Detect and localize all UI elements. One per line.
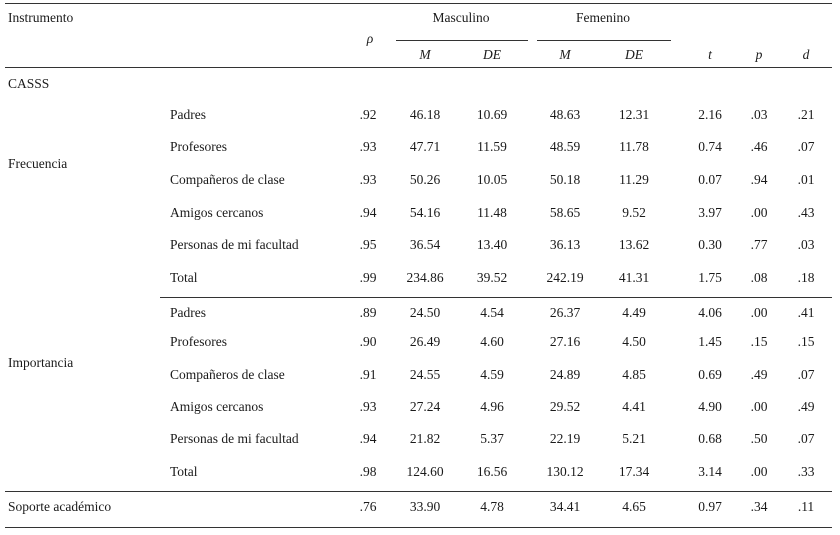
header-femenino: Femenino <box>576 10 630 25</box>
cell-p: .34 <box>750 499 768 514</box>
cell-p: .15 <box>750 334 768 349</box>
cell-m-de: 11.59 <box>477 139 507 154</box>
cell-f-m: 242.19 <box>546 270 584 285</box>
cell-f-de: 17.34 <box>618 464 650 479</box>
header-instrument: Instrumento <box>8 10 74 25</box>
academic-support-label: Soporte académico <box>8 499 112 514</box>
cell-m-de: 4.96 <box>480 399 504 414</box>
cell-f-m: 27.16 <box>549 334 581 349</box>
cell-d: .07 <box>797 139 815 154</box>
cell-m-de: 4.54 <box>480 305 504 320</box>
cell-rho: .95 <box>359 237 377 252</box>
cell-f-m: 36.13 <box>549 237 581 252</box>
section-label: Frecuencia <box>8 156 68 171</box>
cell-f-m: 48.59 <box>549 139 581 154</box>
bottom-rule <box>5 527 832 528</box>
header-t: t <box>708 47 712 62</box>
cell-p: .00 <box>750 399 768 414</box>
cell-f-m: 22.19 <box>549 431 581 446</box>
cell-t: 3.14 <box>698 464 722 479</box>
cell-f-de: 4.50 <box>622 334 646 349</box>
cell-m-de: 39.52 <box>476 270 508 285</box>
cell-m-m: 50.26 <box>409 172 441 187</box>
header-d: d <box>802 47 810 62</box>
cell-p: .08 <box>750 270 768 285</box>
row-item-label: Compañeros de clase <box>170 367 285 382</box>
cell-m-m: 47.71 <box>409 139 441 154</box>
row-item-label: Total <box>170 464 198 479</box>
cell-f-de: 11.78 <box>619 139 649 154</box>
cell-p: .77 <box>750 237 768 252</box>
cell-m-de: 10.05 <box>476 172 508 187</box>
cell-p: .00 <box>750 464 768 479</box>
cell-p: .49 <box>750 367 768 382</box>
cell-d: .01 <box>797 172 815 187</box>
cell-f-de: 11.29 <box>619 172 649 187</box>
cell-f-m: 26.37 <box>549 305 581 320</box>
cell-rho: .92 <box>359 107 377 122</box>
cell-d: .07 <box>797 431 815 446</box>
header-male-mean: M <box>419 47 431 62</box>
cell-f-de: 41.31 <box>618 270 650 285</box>
cell-f-de: 13.62 <box>618 237 650 252</box>
cell-rho: .94 <box>359 205 377 220</box>
cell-m-de: 4.78 <box>480 499 504 514</box>
cell-d: .11 <box>797 499 815 514</box>
row-item-label: Profesores <box>170 139 227 154</box>
cell-rho: .93 <box>359 399 377 414</box>
cell-f-de: 5.21 <box>622 431 646 446</box>
cell-t: 1.45 <box>698 334 722 349</box>
cell-m-de: 10.69 <box>476 107 508 122</box>
cell-f-m: 130.12 <box>546 464 584 479</box>
cell-p: .00 <box>750 205 768 220</box>
top-rule <box>5 3 832 4</box>
cell-f-de: 4.85 <box>622 367 646 382</box>
cell-d: .07 <box>797 367 815 382</box>
row-item-label: Total <box>170 270 198 285</box>
cell-t: 3.97 <box>698 205 722 220</box>
cell-m-m: 36.54 <box>409 237 441 252</box>
cell-t: 1.75 <box>698 270 722 285</box>
row-item-label: Padres <box>170 305 206 320</box>
header-masculino: Masculino <box>432 10 490 25</box>
section-divider-rule <box>160 297 832 298</box>
cell-m-m: 21.82 <box>409 431 441 446</box>
cell-m-de: 4.60 <box>480 334 504 349</box>
femenino-underline <box>537 40 671 41</box>
cell-m-de: 11.48 <box>477 205 507 220</box>
cell-m-m: 234.86 <box>406 270 444 285</box>
cell-m-de: 4.59 <box>480 367 504 382</box>
cell-d: .43 <box>797 205 815 220</box>
cell-t: 2.16 <box>698 107 722 122</box>
cell-m-m: 46.18 <box>409 107 441 122</box>
cell-p: .94 <box>750 172 768 187</box>
cell-m-de: 16.56 <box>476 464 508 479</box>
cell-m-m: 54.16 <box>409 205 441 220</box>
header-female-sd: DE <box>625 47 643 62</box>
cell-t: 0.69 <box>698 367 722 382</box>
cell-f-m: 58.65 <box>549 205 581 220</box>
cell-d: .03 <box>797 237 815 252</box>
cell-m-m: 124.60 <box>406 464 444 479</box>
row-item-label: Profesores <box>170 334 227 349</box>
section-label: Importancia <box>8 355 74 370</box>
cell-rho: .98 <box>359 464 377 479</box>
cell-d: .21 <box>797 107 815 122</box>
cell-f-de: 9.52 <box>622 205 646 220</box>
academic-top-rule <box>5 491 832 492</box>
cell-t: 0.74 <box>698 139 722 154</box>
header-rho: ρ <box>366 31 374 46</box>
cell-t: 4.90 <box>698 399 722 414</box>
cell-rho: .93 <box>359 139 377 154</box>
cell-p: .50 <box>750 431 768 446</box>
cell-rho: .91 <box>359 367 377 382</box>
cell-p: .46 <box>750 139 768 154</box>
cell-f-m: 48.63 <box>549 107 581 122</box>
cell-d: .41 <box>797 305 815 320</box>
row-item-label: Amigos cercanos <box>170 205 264 220</box>
cell-m-m: 24.50 <box>409 305 441 320</box>
cell-rho: .94 <box>359 431 377 446</box>
cell-rho: .99 <box>359 270 377 285</box>
cell-rho: .90 <box>359 334 377 349</box>
cell-m-m: 27.24 <box>409 399 441 414</box>
cell-m-m: 33.90 <box>409 499 441 514</box>
cell-t: 4.06 <box>698 305 722 320</box>
cell-d: .49 <box>797 399 815 414</box>
cell-f-de: 4.49 <box>622 305 646 320</box>
row-item-label: Padres <box>170 107 206 122</box>
casss-label: CASSS <box>8 76 50 91</box>
cell-p: .03 <box>750 107 768 122</box>
masculino-underline <box>396 40 528 41</box>
cell-m-m: 26.49 <box>409 334 441 349</box>
cell-rho: .76 <box>359 499 377 514</box>
row-item-label: Personas de mi facultad <box>170 431 299 446</box>
cell-rho: .93 <box>359 172 377 187</box>
cell-f-de: 12.31 <box>618 107 650 122</box>
row-item-label: Compañeros de clase <box>170 172 285 187</box>
cell-rho: .89 <box>359 305 377 320</box>
cell-f-m: 24.89 <box>549 367 581 382</box>
header-male-sd: DE <box>483 47 501 62</box>
cell-p: .00 <box>750 305 768 320</box>
header-female-mean: M <box>559 47 571 62</box>
cell-d: .33 <box>797 464 815 479</box>
cell-d: .15 <box>797 334 815 349</box>
cell-m-de: 5.37 <box>480 431 504 446</box>
cell-t: 0.97 <box>698 499 722 514</box>
cell-f-de: 4.65 <box>622 499 646 514</box>
cell-t: 0.07 <box>698 172 722 187</box>
cell-f-m: 50.18 <box>549 172 581 187</box>
row-item-label: Amigos cercanos <box>170 399 264 414</box>
cell-f-m: 29.52 <box>549 399 581 414</box>
cell-m-de: 13.40 <box>476 237 508 252</box>
cell-f-m: 34.41 <box>549 499 581 514</box>
cell-f-de: 4.41 <box>622 399 646 414</box>
cell-m-m: 24.55 <box>409 367 441 382</box>
header-bottom-rule <box>5 67 832 68</box>
header-p: p <box>755 47 763 62</box>
row-item-label: Personas de mi facultad <box>170 237 299 252</box>
cell-d: .18 <box>797 270 815 285</box>
cell-t: 0.68 <box>698 431 722 446</box>
cell-t: 0.30 <box>698 237 722 252</box>
